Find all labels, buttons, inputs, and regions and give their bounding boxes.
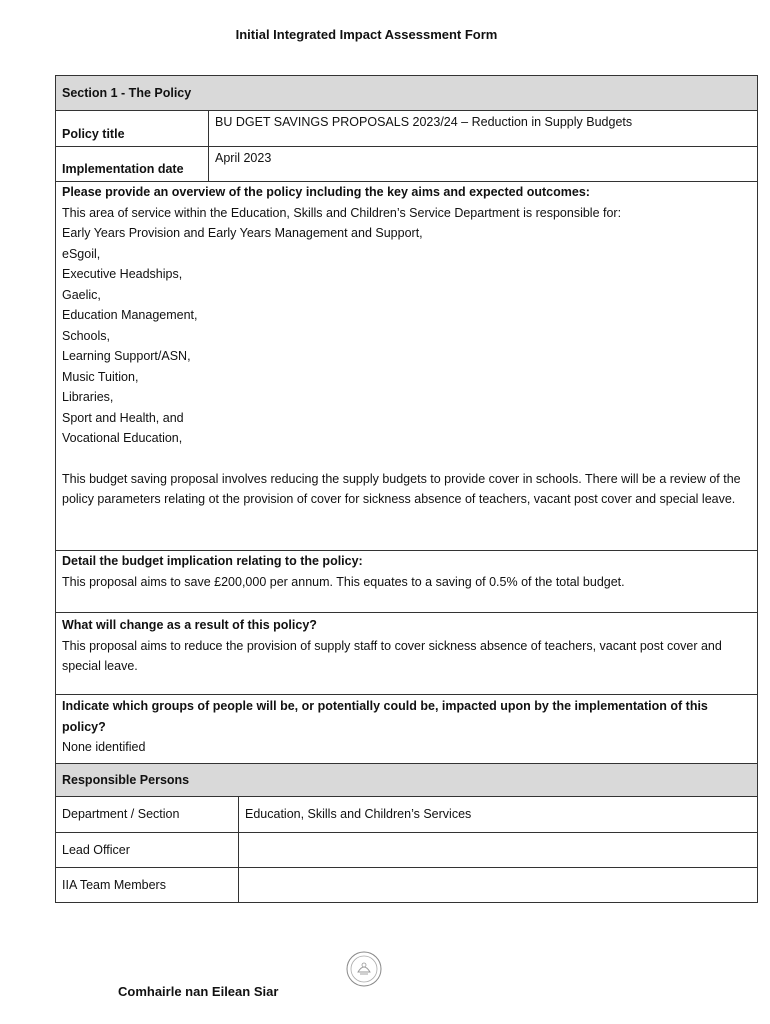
implementation-date-value: April 2023 (208, 147, 757, 181)
change-question: What will change as a result of this policy? (62, 618, 317, 632)
policy-title-row (56, 111, 757, 147)
budget-question: Detail the budget implication relating to the policy: (62, 554, 363, 568)
change-cell (56, 613, 757, 694)
service-item: Early Years Provision and Early Years Management and Support, (62, 226, 423, 240)
groups-question: Indicate which groups of people will be, or potentially could be, impacted upon by the implementation of this policy? (62, 699, 708, 734)
council-name: Comhairle nan Eilean Siar (118, 984, 279, 999)
overview-cell (56, 182, 757, 550)
service-item: Libraries, (62, 390, 114, 404)
change-answer: This proposal aims to reduce the provision of supply staff to cover sickness absence of teachers, vacant post cover and special leave. (62, 638, 722, 673)
service-item: Gaelic, (62, 287, 101, 302)
responsible-row (56, 868, 757, 903)
budget-cell (56, 551, 757, 612)
service-item: Learning Support/ASN, (62, 349, 191, 363)
groups-answer: None identified (62, 740, 146, 754)
section-1-heading: Section 1 - The Policy (62, 85, 192, 100)
service-item: Music Tuition, (62, 369, 139, 384)
document-title: Initial Integrated Impact Assessment Form (235, 27, 498, 42)
overview-row (56, 182, 757, 551)
groups-cell (56, 695, 757, 763)
overview-proposal: This budget saving proposal involves reducing the supply budgets to provide cover in schools. There will be a review of the policy parameters relating ot the provision of cover for sickness absence of teachers, vacant post cover and special leave. (62, 471, 741, 506)
policy-title-label: Policy title (62, 126, 125, 141)
lead-officer-label: Lead Officer (62, 842, 130, 857)
responsible-row (56, 797, 757, 833)
spacer (62, 449, 751, 469)
groups-row (56, 695, 757, 764)
department-value: Education, Skills and Children’s Services (238, 797, 757, 832)
service-item: Schools, (62, 328, 110, 343)
lead-officer-value (238, 833, 757, 867)
service-item: Education Management, (62, 308, 198, 322)
service-item: Sport and Health, and (62, 410, 184, 425)
department-label: Department / Section (62, 807, 180, 822)
implementation-date-label: Implementation date (62, 161, 184, 176)
council-crest-icon (345, 950, 383, 988)
team-members-label: IIA Team Members (62, 877, 166, 892)
implementation-date-row (56, 147, 757, 182)
overview-question: Please provide an overview of the policy including the key aims and expected outcomes: (62, 185, 590, 199)
responsible-header-row (56, 764, 757, 797)
section-1-header-row (56, 76, 757, 111)
service-item: Vocational Education, (62, 431, 183, 445)
overview-service-list (62, 223, 751, 449)
policy-title-value: BU DGET SAVINGS PROPOSALS 2023/24 – Reduction in Supply Budgets (208, 111, 757, 146)
budget-answer: This proposal aims to save £200,000 per annum. This equates to a saving of 0.5% of the total budget. (62, 574, 625, 589)
change-row (56, 613, 757, 695)
team-members-value (238, 868, 757, 902)
responsible-row (56, 833, 757, 868)
budget-row (56, 551, 757, 613)
service-item: eSgoil, (62, 246, 101, 261)
service-item: Executive Headships, (62, 267, 183, 281)
assessment-form-table (55, 75, 758, 903)
responsible-heading: Responsible Persons (62, 772, 190, 787)
overview-intro: This area of service within the Education, Skills and Children’s Service Department is responsible for: (62, 205, 622, 220)
